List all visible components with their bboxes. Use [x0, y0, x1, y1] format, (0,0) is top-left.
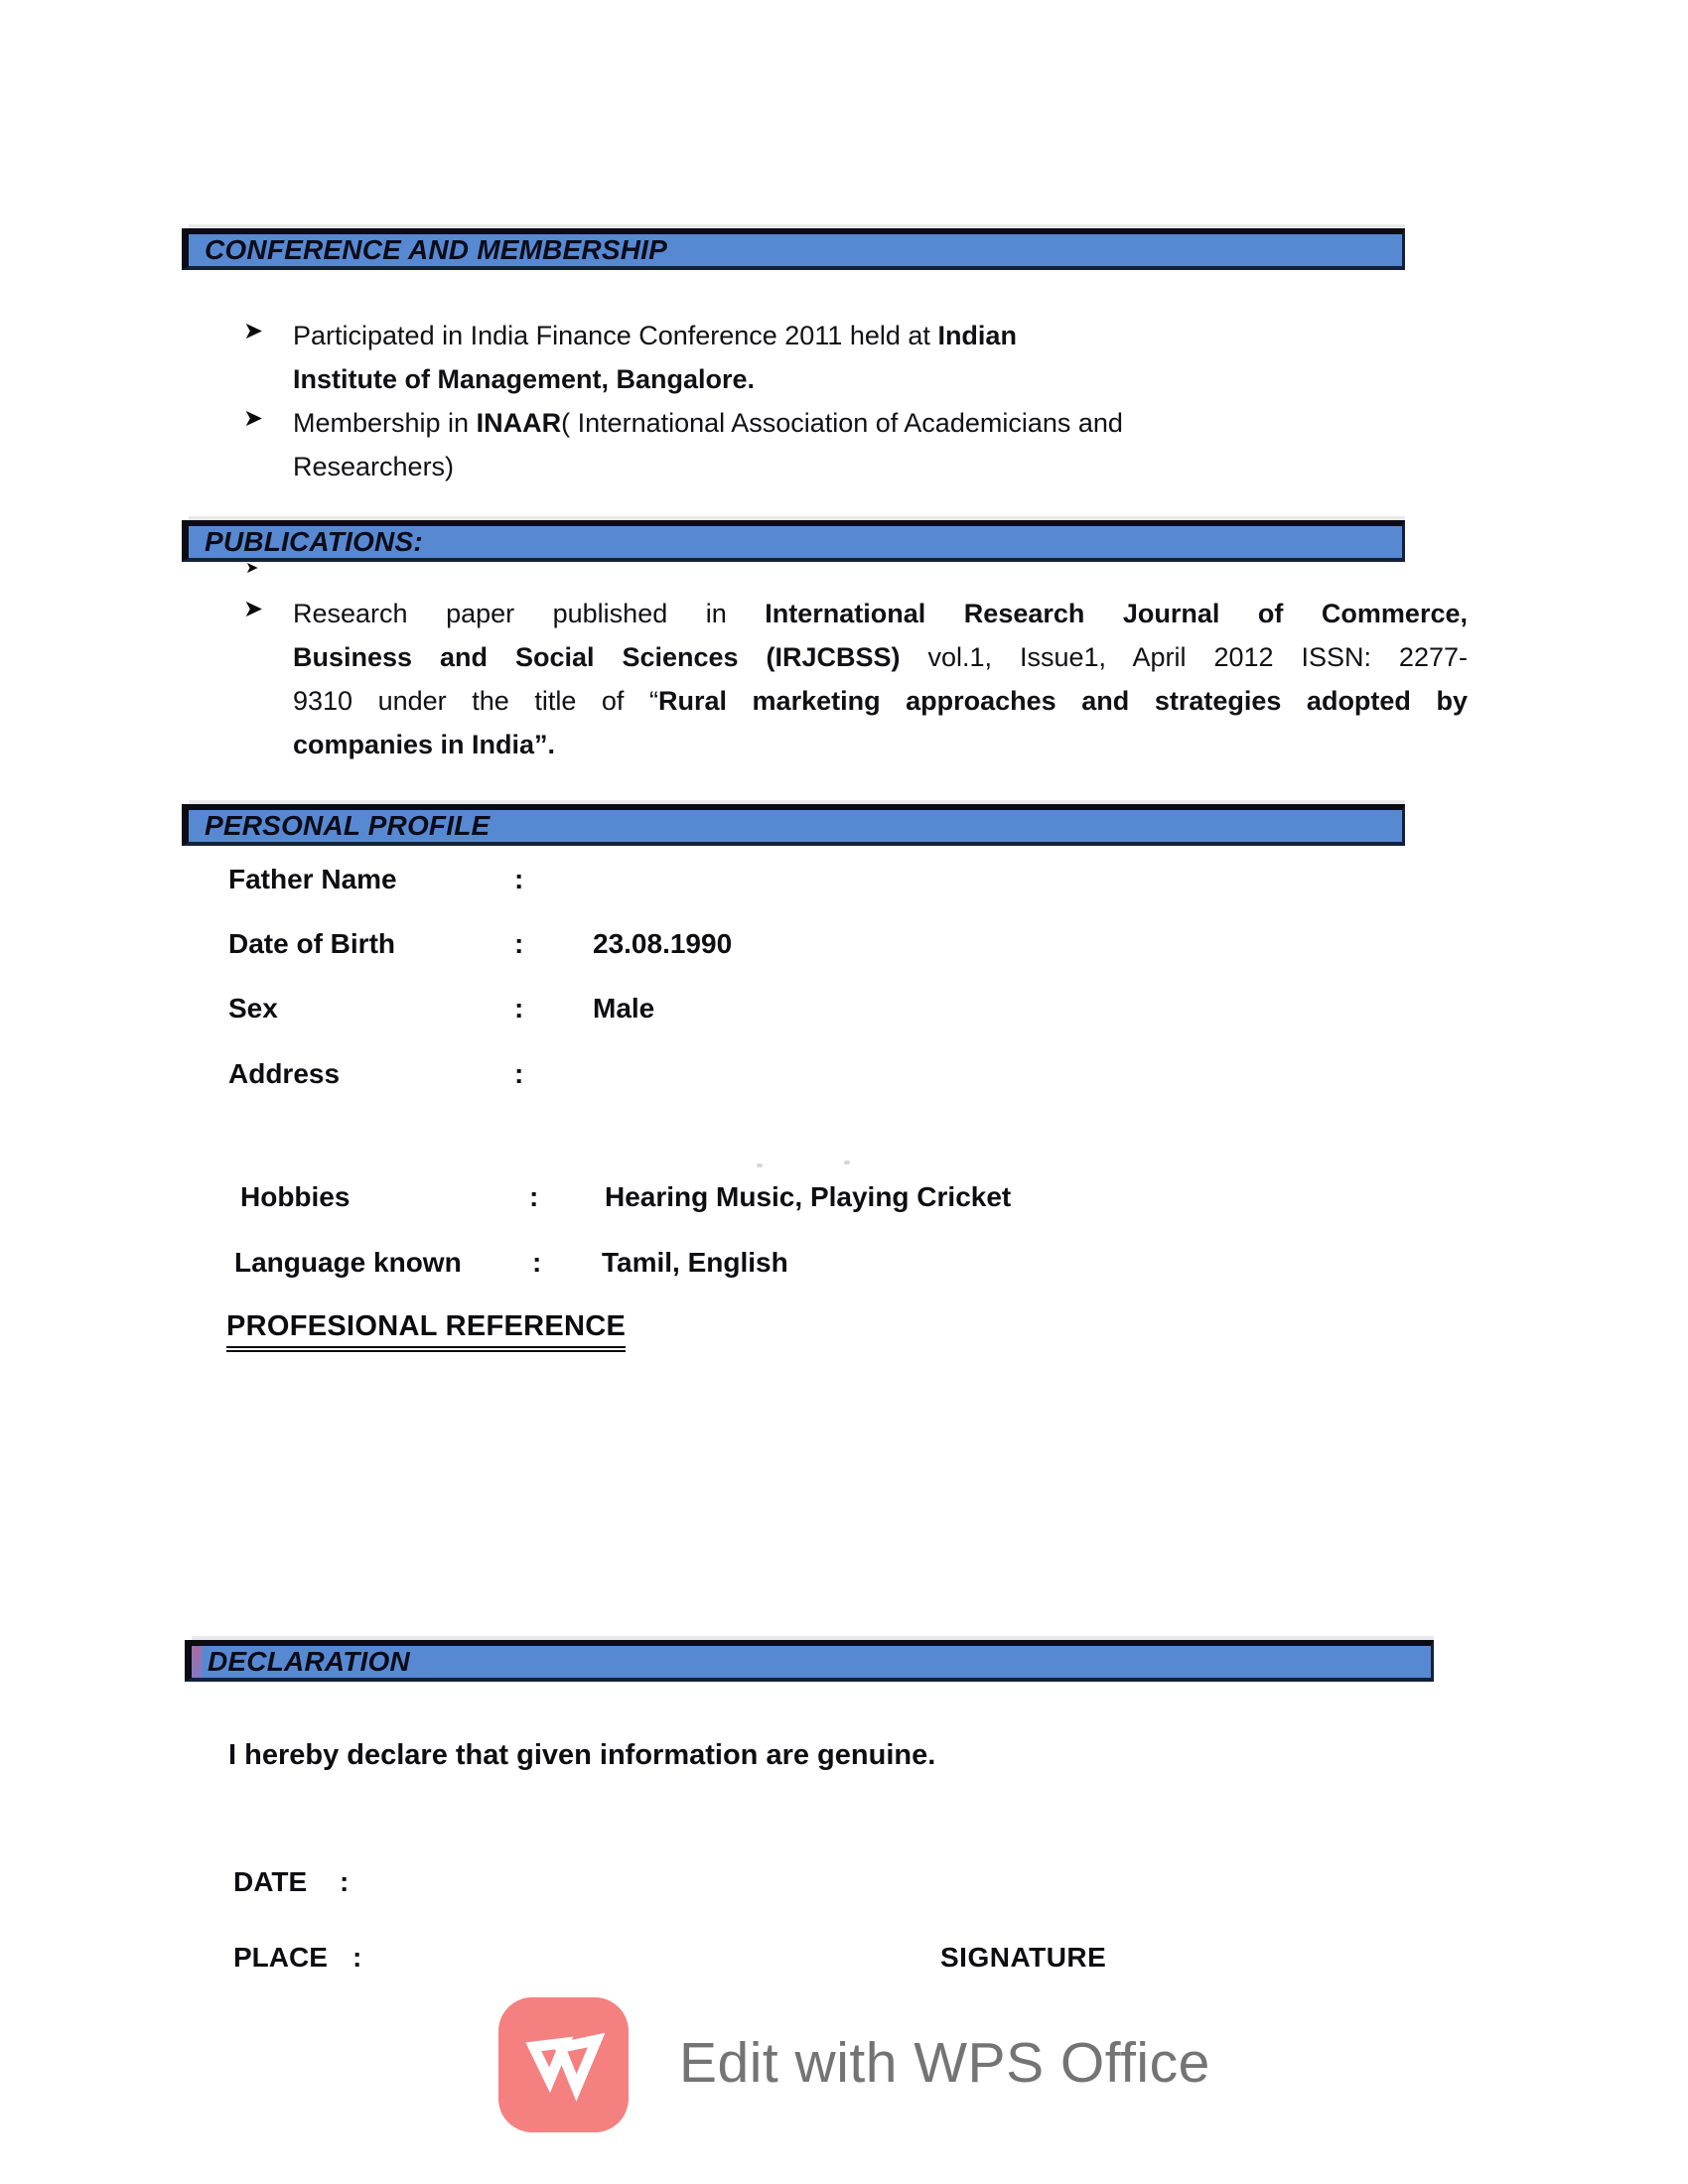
- section-header-conference: [182, 228, 1405, 270]
- section-header-declaration: [185, 1640, 1434, 1682]
- field-label: Language known: [234, 1247, 462, 1278]
- faint-artifact: [844, 1160, 850, 1164]
- field-label: DATE: [233, 1866, 308, 1897]
- field-colon: :: [514, 928, 524, 959]
- field-value: Male: [593, 993, 655, 1024]
- arrow-bullet-icon: ➤: [243, 596, 264, 622]
- text-line: Research paper published in International Research Journal of Commerce,: [293, 599, 1468, 628]
- section-title: PUBLICATIONS:: [205, 526, 423, 557]
- cursor-artifact: [192, 1646, 202, 1678]
- field-colon: :: [514, 864, 524, 894]
- professional-reference-heading: PROFESIONAL REFERENCE: [226, 1310, 626, 1352]
- text-line: Participated in India Finance Conference 2011 held at Indian: [293, 321, 1017, 350]
- signature-label: SIGNATURE: [940, 1942, 1107, 1973]
- field-value: Tamil, English: [602, 1247, 788, 1278]
- field-label: Address: [228, 1058, 341, 1089]
- wps-office-logo-icon: [498, 1997, 629, 2132]
- profile-row-language-known: [234, 1247, 788, 1279]
- field-colon: :: [352, 1942, 362, 1973]
- field-colon: :: [532, 1247, 542, 1278]
- profile-row-father-name: [228, 864, 593, 895]
- text-line: Researchers): [293, 452, 455, 481]
- section-header-personal-profile: [182, 804, 1405, 846]
- place-row: [233, 1942, 361, 1974]
- list-item-text: [243, 401, 1226, 488]
- section-title: CONFERENCE AND MEMBERSHIP: [205, 234, 667, 265]
- watermark-text: Edit with WPS Office: [679, 2031, 1210, 2095]
- section-title: PERSONAL PROFILE: [205, 810, 491, 841]
- declaration-statement: I hereby declare that given information are genuine.: [228, 1739, 936, 1771]
- text-line: Membership in INAAR( International Association of Academicians and: [293, 408, 1123, 438]
- field-colon: :: [529, 1181, 539, 1212]
- section-header-publications: [182, 520, 1405, 562]
- field-value: Hearing Music, Playing Cricket: [605, 1181, 1012, 1212]
- list-item: [243, 314, 1226, 401]
- field-colon: :: [340, 1866, 350, 1897]
- date-row: [233, 1866, 349, 1898]
- arrow-bullet-icon: ➤: [243, 405, 264, 432]
- faint-artifact: [757, 1163, 763, 1167]
- field-value: 23.08.1990: [593, 928, 733, 959]
- text-line: 9310 under the title of “Rural marketing approaches and strategies adopted by: [293, 686, 1468, 716]
- field-label: Sex: [228, 993, 278, 1024]
- profile-row-date-of-birth: [228, 928, 732, 960]
- list-item-text: [243, 314, 1226, 401]
- arrow-bullet-icon: ➤: [245, 560, 259, 577]
- field-colon: :: [514, 993, 524, 1024]
- publication-paragraph: [243, 592, 1468, 766]
- field-label: Father Name: [228, 864, 397, 894]
- field-label: Date of Birth: [228, 928, 395, 959]
- profile-row-sex: [228, 993, 654, 1024]
- publication-item: [243, 592, 1468, 766]
- section-title: DECLARATION: [208, 1646, 410, 1677]
- field-colon: :: [514, 1058, 524, 1089]
- field-label: PLACE: [233, 1942, 328, 1973]
- text-line: companies in India”.: [293, 730, 556, 759]
- text-line: Institute of Management, Bangalore.: [293, 364, 756, 394]
- field-label: Hobbies: [240, 1181, 351, 1212]
- text-line: Business and Social Sciences (IRJCBSS) vol.1, Issue1, April 2012 ISSN: 2277-: [293, 642, 1468, 672]
- list-item: [243, 401, 1226, 488]
- profile-row-hobbies: [240, 1181, 1011, 1213]
- arrow-bullet-icon: ➤: [243, 318, 264, 344]
- profile-row-address: [228, 1058, 593, 1090]
